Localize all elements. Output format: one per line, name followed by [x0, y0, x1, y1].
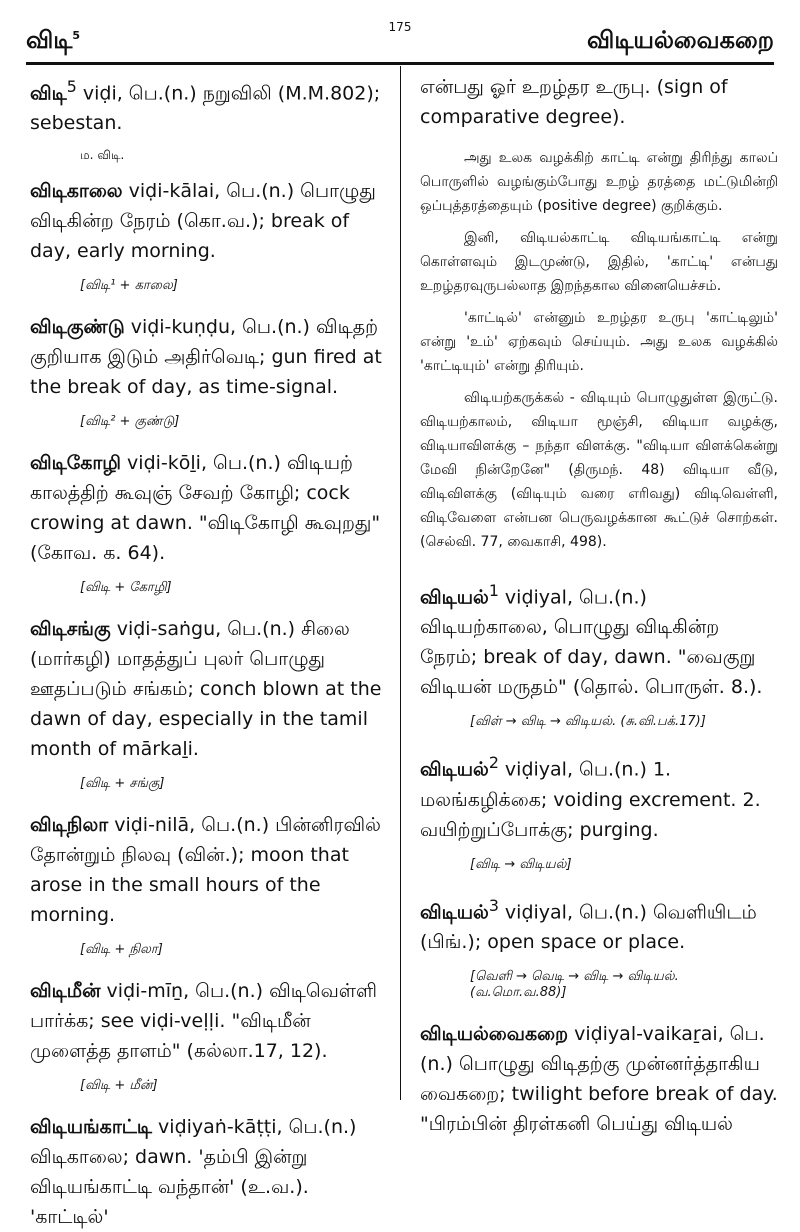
entry: விடியல்$^1$ viḍiyal, பெ.(n.) விடியற்காலை, பொழுது விடிகின்ற நேரம்; break of day, dawn. "வைகுறு விடியன் மருதம்" (தொல். பொருள். 8.). [420, 581, 763, 699]
etymology: [விடி² + குண்டு] [80, 414, 180, 430]
paragraph: இனி, விடியல்காட்டி விடியங்காட்டி என்று கொள்ளவும் இடமுண்டு, இதில், 'காட்டி' என்பது உறழ்தரவுருபல்லாத இறந்தகால வினையெச்சம். [420, 230, 778, 294]
etymology: [விடி → விடியல்] [470, 856, 572, 872]
header-right-word: விடியல்வைகறை [587, 26, 774, 54]
entry: விடியல்வைகறை viḍiyal-vaikaṟai, பெ.(n.) பொழுது விடிதற்கு முன்னர்த்தாகிய வைகறை; twilight before break of day. "பிரம்பின் திரள்கனி பெய்து விடியல் [420, 1022, 778, 1135]
entry: விடிகுண்டு viḍi-kuṇḍu, பெ.(n.) விடிதற் குறியாக இடும் அதிர்வெடி; gun fired at the break of day, as time-signal. [30, 316, 382, 399]
entry: விடிகாலை viḍi-kālai, பெ.(n.) பொழுது விடிகின்ற நேரம் (கொ.வ.); break of day, early morning. [30, 180, 376, 263]
entry: விடியங்காட்டி viḍiyaṅ-kāṭṭi, பெ.(n.) விடிகாலை; dawn. 'தம்பி இன்று விடியங்காட்டி வந்தான்' (உ.வ.). 'காட்டில்' [30, 1116, 357, 1229]
entry: விடிநிலா viḍi-nilā, பெ.(n.) பின்னிரவில் தோன்றும் நிலவு (வின்.); moon that arose in the small hours of the morning. [30, 814, 381, 927]
paragraph: 'காட்டில்' என்னும் உறழ்தர உருபு 'காட்டிலும்' என்று 'உம்' ஏற்கவும் செய்யும். அது உலக வழக்கில் 'காட்டியும்' என்று திரியும். [420, 310, 778, 374]
entry: விடியல்$^2$ viḍiyal, பெ.(n.) 1. மலங்கழிக்கை; voiding excrement. 2. வயிற்றுப்போக்கு; purging. [420, 753, 761, 841]
etymology: [விடி + நிலா] [80, 942, 163, 958]
entry-continuation: என்பது ஓர் உறழ்தர உருபு. (sign of comparative degree). [420, 76, 728, 128]
page-number: 175 [388, 20, 412, 34]
page-header [26, 18, 774, 58]
left-column [30, 72, 388, 1232]
right-column [420, 72, 778, 1139]
etymology: [வெளி → வெடி → விடி → விடியல். (வ.மொ.வ.88)] [470, 968, 679, 1000]
cognate-note: ம. விடி. [80, 148, 125, 163]
etymology: [விடி¹ + காலை] [80, 278, 178, 294]
entry: விடிசங்கு viḍi-saṅgu, பெ.(n.) சிலை (மார்கழி) மாதத்துப் புலர் பொழுது ஊதப்படும் சங்கம்; conch blown at the dawn of day, especially in the tamil month of mārkaḻi. [30, 618, 382, 761]
etymology: [விடி + சங்கு] [80, 776, 165, 792]
paragraph: விடியற்கருக்கல் - விடியும் பொழுதுள்ள இருட்டு. விடியற்காலம், விடியா மூஞ்சி, விடியா வழக்கு, விடியாவிளக்கு – நந்தா விளக்கு. "விடியா விளக்கென்று மேவி நின்றேனே" (திருமந். 48) விடியா வீடு, விடிவிளக்கு (விடியும் வரை எரிவது) விடிவெள்ளி, விடிவேளை என்பன பெருவழக்கான கூட்டுச் சொற்கள். (செல்வி. 77, வைகாசி, 498). [420, 390, 778, 550]
header-rule [26, 62, 774, 65]
entry: விடியல்$^3$ viḍiyal, பெ.(n.) வெளியிடம் (பிங்.); open space or place. [420, 895, 757, 953]
paragraph: அது உலக வழக்கிற் காட்டி என்று திரிந்து காலப் பொருளில் வழங்கும்போது உறழ் தரத்தை மட்டுமின்றி ஒப்புத்தரத்தையும் (positive degree) குறிக்கும். [420, 150, 778, 214]
header-left-word: விடி$^5$ [26, 26, 81, 54]
entry: விடி$^5$ viḍi, பெ.(n.) நறுவிலி (M.M.802); sebestan. [30, 77, 381, 135]
entry: விடிமீன் viḍi-mīṉ, பெ.(n.) விடிவெள்ளி பார்க்க; see viḍi-veḷḷi. "விடிமீன் முளைத்த தாளம்" (கல்லா.17, 12). [30, 980, 377, 1063]
etymology: [விள் → விடி → விடியல். (சு.வி.பக்.17)] [470, 714, 706, 730]
entry: விடிகோழி viḍi-kōḻi, பெ.(n.) விடியற் காலத்திற் கூவுஞ் சேவற் கோழி; cock crowing at dawn. "விடிகோழி கூவுறது" (கோவ. க. 64). [30, 452, 381, 565]
column-divider [400, 66, 401, 1100]
etymology: [விடி + மீன்] [80, 1078, 158, 1094]
etymology: [விடி + கோழி] [80, 580, 172, 596]
